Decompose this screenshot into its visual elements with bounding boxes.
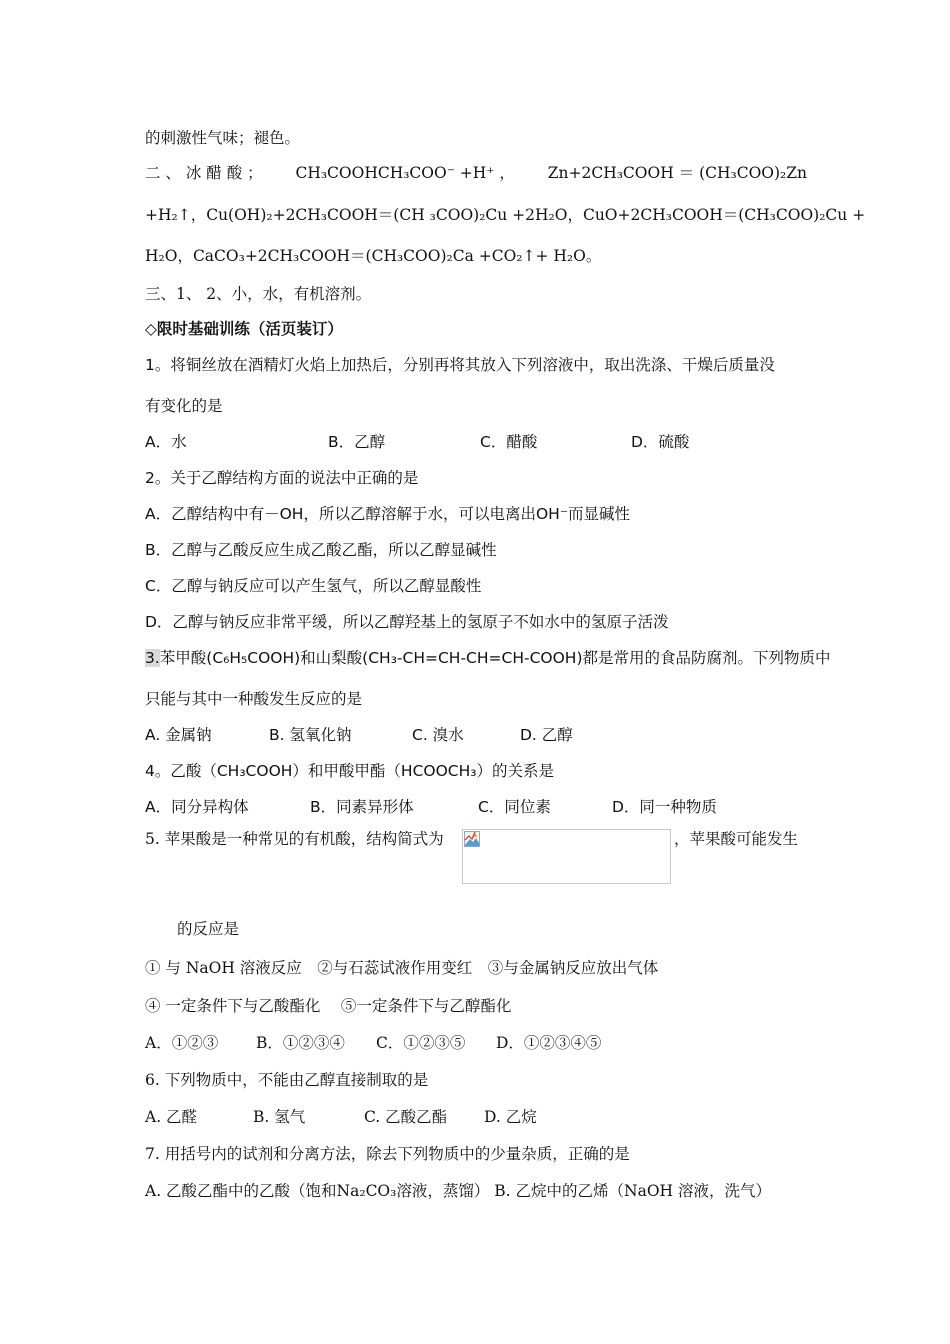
q2-option-a: A．乙醇结构中有－OH，所以乙醇溶解于水，可以电离出OH⁻而显碱性 (145, 505, 630, 523)
q5-stem-1-tail: ，苹果酸可能发生 (674, 830, 799, 848)
q4-option-d: D．同一种物质 (612, 798, 717, 816)
q4-option-c: C．同位素 (478, 798, 551, 816)
q3-stem-1 (145, 648, 831, 668)
answer-2-zinc: Zn+2CH₃COOH ＝ (CH₃COO)₂Zn (547, 164, 807, 182)
q1-stem-2: 有变化的是 (145, 397, 223, 415)
q1-option-a: A．水 (145, 433, 187, 451)
answer-line-3: +H₂↑，Cu(OH)₂+2CH₃COOH＝(CH ₃COO)₂Cu +2H₂O，CuO+2CH₃COOH＝(CH₃COO)₂Cu + (145, 206, 866, 224)
q2-option-c: C．乙醇与钠反应可以产生氢气，所以乙醇显酸性 (145, 577, 482, 595)
q2-option-d: D．乙醇与钠反应非常平缓，所以乙醇羟基上的氢原子不如水中的氢原子活泼 (145, 613, 669, 631)
q1-options (145, 432, 689, 452)
q5-option-a: A．①②③ (145, 1034, 219, 1052)
q6-option-a: A. 乙醛 (145, 1108, 198, 1126)
answer-line-1: 的刺激性气味；褪色。 (145, 129, 301, 147)
q4-option-b: B．同素异形体 (310, 798, 414, 816)
broken-image-icon (464, 831, 480, 847)
q5-option-b: B．①②③④ (256, 1034, 345, 1052)
q1-stem-1: 1。将铜丝放在酒精灯火焰上加热后，分别再将其放入下列溶液中，取出洗涤、干燥后质量没 (145, 356, 775, 374)
q6-option-d: D. 乙烷 (484, 1108, 537, 1126)
q1-option-b: B．乙醇 (328, 433, 386, 451)
q1-option-d: D．硫酸 (631, 433, 690, 451)
q7-option-b: B. 乙烷中的乙烯（NaOH 溶液，洗气） (494, 1182, 771, 1200)
q6-option-b: B. 氢气 (253, 1108, 306, 1126)
q2-option-b: B．乙醇与乙酸反应生成乙酸乙酯，所以乙醇显碱性 (145, 541, 497, 559)
q4-stem: 4。乙酸（CH₃COOH）和甲酸甲酯（HCOOCH₃）的关系是 (145, 762, 555, 780)
q4-options (145, 797, 717, 817)
q3-option-b: B. 氢氧化钠 (269, 726, 352, 744)
q6-option-c: C. 乙酸乙酯 (364, 1108, 448, 1126)
q5-option-c: C．①②③⑤ (376, 1034, 466, 1052)
section-heading: ◇限时基础训练（活页装订） (145, 320, 343, 338)
answer-line-5: 三、1、 2、小，水，有机溶剂。 (145, 285, 372, 303)
q6-options (145, 1107, 537, 1127)
q7-option-a: A. 乙酸乙酯中的乙酸（饱和Na₂CO₃溶液，蒸馏） (145, 1182, 490, 1200)
q7-stem: 7. 用括号内的试剂和分离方法，除去下列物质中的少量杂质，正确的是 (145, 1145, 630, 1163)
q5-items-2: ④ 一定条件下与乙酸酯化 ⑤一定条件下与乙醇酯化 (145, 997, 512, 1015)
q3-options (145, 725, 573, 745)
q3-stem-text: 苯甲酸(C₆H₅COOH)和山梨酸(CH₃-CH=CH-CH=CH-COOH)都是常用的食品防腐剂。下列物质中 (159, 649, 831, 667)
q5-stem-1: 5. 苹果酸是一种常见的有机酸，结构简式为 (145, 830, 444, 848)
structure-image-placeholder (462, 829, 671, 884)
q2-stem: 2。关于乙醇结构方面的说法中正确的是 (145, 469, 419, 487)
q6-stem: 6. 下列物质中，不能由乙醇直接制取的是 (145, 1071, 429, 1089)
q1-option-c: C．醋酸 (480, 433, 538, 451)
q4-option-a: A．同分异构体 (145, 798, 249, 816)
answer-line-2 (145, 163, 807, 183)
q7-options (145, 1181, 771, 1201)
q5-items-1: ① 与 NaOH 溶液反应 ②与石蕊试液作用变红 ③与金属钠反应放出气体 (145, 959, 659, 977)
q3-stem-2: 只能与其中一种酸发生反应的是 (145, 690, 363, 708)
q5-stem-2: 的反应是 (177, 920, 240, 938)
q3-option-d: D. 乙醇 (520, 726, 573, 744)
q3-option-c: C. 溴水 (412, 726, 464, 744)
answer-line-4: H₂O，CaCO₃+2CH₃COOH＝(CH₃COO)₂Ca +CO₂↑+ H₂O。 (145, 247, 602, 265)
q3-option-a: A. 金属钠 (145, 726, 212, 744)
answer-2-ionization: CH₃COOHCH₃COO⁻ +H⁺ ， (295, 164, 515, 182)
q5-option-d: D．①②③④⑤ (496, 1034, 602, 1052)
answer-2-label: 二 、 冰 醋 酸 ； (145, 164, 263, 182)
q3-number: 3. (145, 649, 160, 667)
q5-options (145, 1033, 601, 1053)
